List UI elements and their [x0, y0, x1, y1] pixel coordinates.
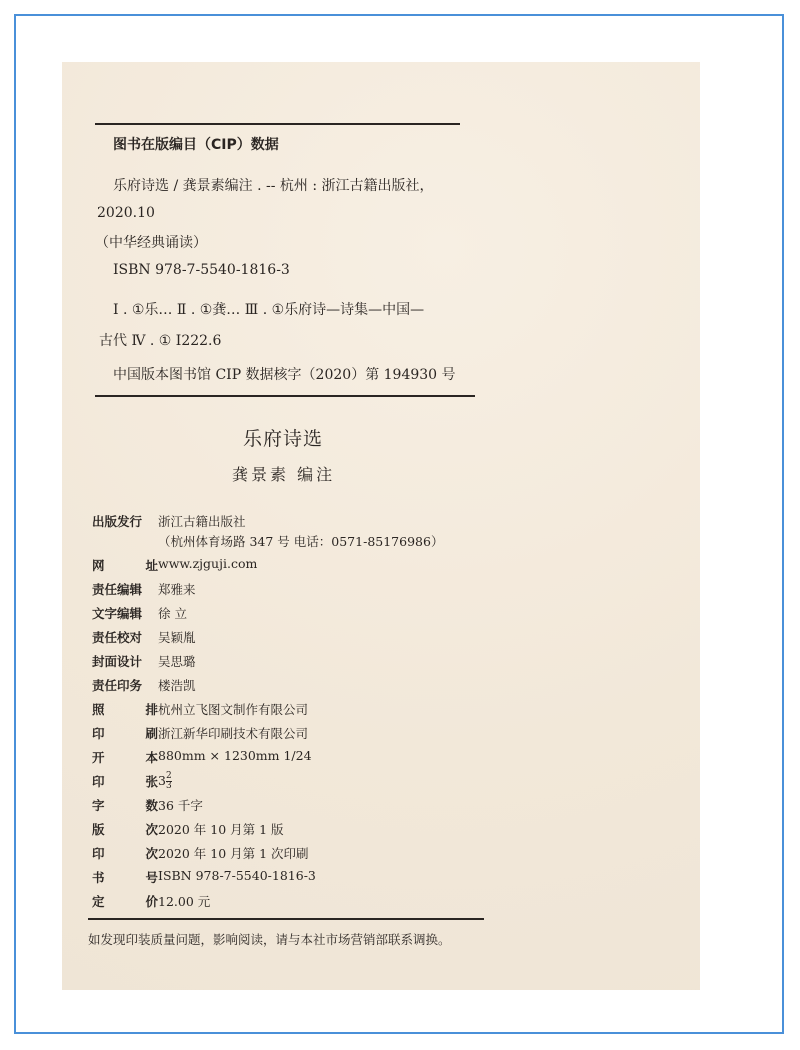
detail-label [92, 532, 158, 550]
cip-classification: 古代 Ⅳ . ① I222.6 [99, 333, 222, 349]
detail-row [92, 512, 246, 530]
detail-label: 印 次 [92, 846, 158, 861]
detail-value: （杭州体育场路 347 号 电话：0571-85176986） [158, 534, 444, 549]
detail-value: 12.00 元 [158, 894, 211, 909]
fraction: $\frac{2}{3}$ [165, 771, 172, 791]
detail-value: 浙江新华印刷技术有限公司 [158, 726, 309, 741]
cip-series: （中华经典诵读） [95, 235, 207, 251]
detail-value: 郑雅来 [158, 582, 196, 597]
detail-label: 出版发行 [92, 514, 143, 529]
detail-label: 开 本 [92, 750, 158, 765]
detail-value: 880mm × 1230mm 1/24 [158, 748, 312, 763]
detail-value: 3 $\frac{2}{3}$ [158, 771, 172, 791]
detail-label: 定 价 [92, 894, 158, 909]
quality-notice: 如发现印装质量问题，影响阅读，请与本社市场营销部联系调换。 [88, 932, 451, 947]
cip-classification: Ⅰ . ①乐… Ⅱ . ①龚… Ⅲ . ①乐府诗—诗集—中国— [113, 302, 425, 318]
detail-row [92, 556, 257, 574]
detail-value: 徐 立 [158, 606, 187, 621]
cip-record: 中国版本图书馆 CIP 数据核字（2020）第 194930 号 [113, 367, 456, 383]
cip-heading: 图书在版编目（CIP）数据 [113, 137, 279, 153]
detail-label: 封面设计 [92, 654, 143, 669]
detail-label: 印 张 [92, 774, 158, 789]
detail-value: www.zjguji.com [158, 556, 258, 571]
detail-row [92, 868, 316, 886]
detail-row [92, 532, 443, 550]
detail-value: ISBN 978-7-5540-1816-3 [158, 868, 316, 883]
detail-row [92, 820, 284, 838]
detail-value: 2020 年 10 月第 1 版 [158, 822, 284, 837]
detail-row [92, 676, 196, 694]
detail-label: 网 址 [92, 558, 158, 573]
detail-label: 责任校对 [92, 630, 143, 645]
book-title: 乐府诗选 [243, 428, 324, 450]
detail-label: 字 数 [92, 798, 158, 813]
detail-label: 印 刷 [92, 726, 158, 741]
detail-row [92, 772, 172, 791]
detail-row [92, 628, 196, 646]
detail-value: 楼浩凯 [158, 678, 196, 693]
cip-line: 2020.10 [97, 205, 155, 221]
detail-label: 版 次 [92, 822, 158, 837]
detail-value: 2020 年 10 月第 1 次印刷 [158, 846, 309, 861]
detail-value: 吴颖胤 [158, 630, 196, 645]
detail-label: 书 号 [92, 870, 158, 885]
detail-label: 照 排 [92, 702, 158, 717]
detail-value: 吴思璐 [158, 654, 196, 669]
detail-row [92, 724, 308, 742]
detail-value: 36 千字 [158, 798, 203, 813]
cip-isbn: ISBN 978-7-5540-1816-3 [113, 262, 290, 278]
divider [95, 123, 460, 125]
divider [88, 918, 484, 920]
detail-row [92, 652, 196, 670]
cip-line: 乐府诗选 / 龚景素编注 . -- 杭州 : 浙江古籍出版社， [113, 178, 434, 194]
detail-label: 责任印务 [92, 678, 143, 693]
detail-row [92, 604, 187, 622]
detail-row [92, 700, 308, 718]
detail-row [92, 748, 312, 766]
detail-row [92, 892, 210, 910]
detail-row [92, 796, 203, 814]
detail-label: 责任编辑 [92, 582, 143, 597]
detail-value: 浙江古籍出版社 [158, 514, 246, 529]
detail-value: 杭州立飞图文制作有限公司 [158, 702, 309, 717]
detail-row [92, 580, 196, 598]
detail-label: 文字编辑 [92, 606, 143, 621]
detail-row [92, 844, 309, 862]
book-author: 龚景素 编注 [232, 465, 336, 484]
divider [95, 395, 475, 397]
